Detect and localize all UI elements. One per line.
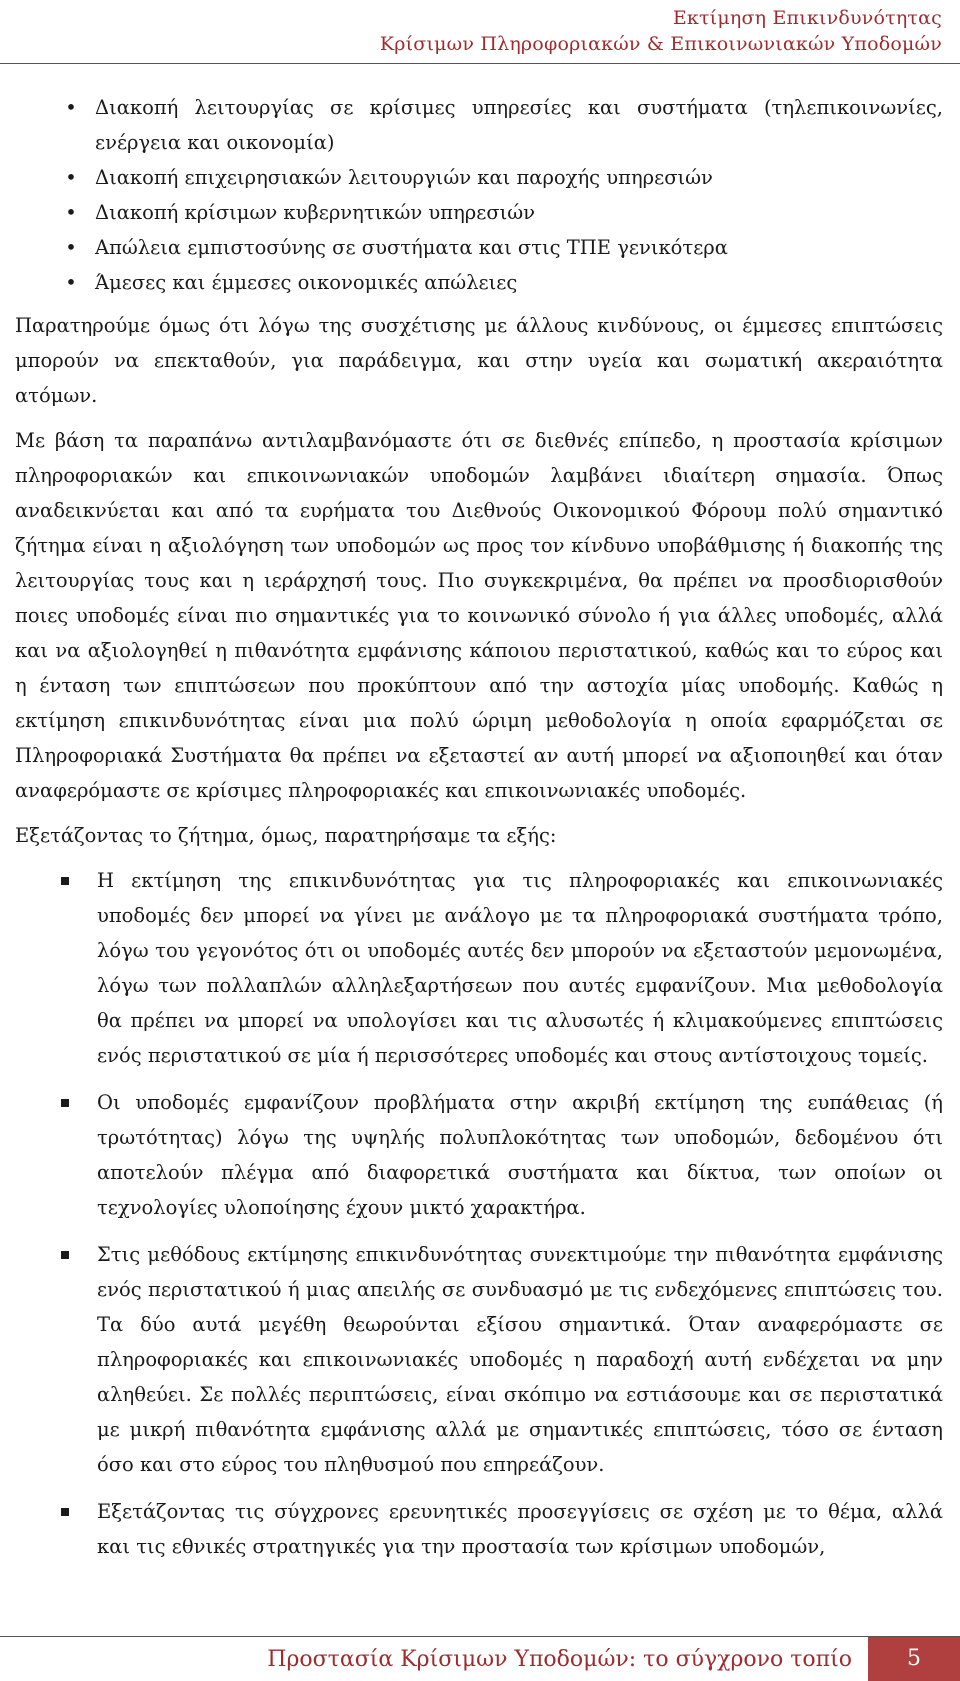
list-item — [15, 160, 943, 195]
header-divider — [0, 63, 960, 64]
bullet-square-icon — [61, 877, 69, 885]
paragraph: Εξετάζοντας το ζήτημα, όμως, παρατηρήσαμε τα εξής: — [15, 824, 557, 847]
list-item-text: Οι υποδομές εμφανίζουν προβλήματα στην ακριβή εκτίμηση της ευπάθειας (ή τρωτότητας) λόγω της υψηλής πολυπλοκότητας των υποδομών, δεδομένου ότι αποτελούν πλέγμα από διαφορετικά συστήματα και δίκτυα, των οποίων οι τεχνολογίες υλοποίησης έχουν μικτό χαρακτήρα. — [97, 1091, 943, 1219]
bullet-square-icon — [61, 1099, 69, 1107]
list-item — [15, 90, 943, 160]
paragraph: Παρατηρούμε όμως ότι λόγω της συσχέτισης με άλλους κινδύνους, οι έμμεσες επιπτώσεις μπορούν να επεκταθούν, για παράδειγμα, και στην υγεία και σωματική ακεραιότητα ατόμων. — [15, 314, 943, 407]
list-item-text: Διακοπή λειτουργίας σε κρίσιμες υπηρεσίες και συστήματα (τηλεπικοινωνίες, ενέργεια και οικονομία) — [95, 96, 943, 154]
list-item-text: Απώλεια εμπιστοσύνης σε συστήματα και στις ΤΠΕ γενικότερα — [95, 236, 728, 259]
bullet-dot-icon: • — [65, 96, 77, 119]
list-item-text: Άμεσες και έμμεσες οικονομικές απώλειες — [95, 271, 518, 294]
list-item-text: Διακοπή επιχειρησιακών λειτουργιών και παροχής υπηρεσιών — [95, 166, 713, 189]
list-item — [15, 265, 943, 300]
list-item — [15, 1494, 943, 1564]
header-title-line-2: Κρίσιμων Πληροφοριακών & Επικοινωνιακών Υποδομών — [379, 33, 942, 55]
bullet-square-icon — [61, 1508, 69, 1516]
list-item — [15, 1237, 943, 1482]
list-item — [15, 863, 943, 1073]
list-item-text: Στις μεθόδους εκτίμησης επικινδυνότητας συνεκτιμούμε την πιθανότητα εμφάνισης ενός περιστατικού ή μιας απειλής σε συνδυασμό με τις ενδεχόμενες επιπτώσεις του. Τα δύο αυτά μεγέθη θεωρούνται εξίσου σημαντικά. Όταν αναφερόμαστε σε πληροφοριακές και επικοινωνιακές υποδομές η παραδοχή αυτή ενδέχεται να μην αληθεύει. Σε πολλές περιπτώσεις, είναι σκόπιμο να εστιάσουμε και σε περιστατικά με μικρή πιθανότητα εμφάνισης αλλά με σημαντικές επιπτώσεις, τόσο σε ένταση όσο και στο εύρος του πληθυσμού που επηρεάζουν. — [97, 1243, 943, 1476]
page-header — [0, 0, 960, 64]
list-item — [15, 1085, 943, 1225]
paragraph: Με βάση τα παραπάνω αντιλαμβανόμαστε ότι σε διεθνές επίπεδο, η προστασία κρίσιμων πληροφοριακών και επικοινωνιακών υποδομών λαμβάνει ιδιαίτερη σημασία. Όπως αναδεικνύεται και από τα ευρήματα του Διεθνούς Οικονομικού Φόρουμ πολύ σημαντικό ζήτημα είναι η αξιολόγηση των υποδομών ως προς τον κίνδυνο υποβάθμισης ή διακοπής της λειτουργίας τους και η ιεράρχησή τους. Πιο συγκεκριμένα, θα πρέπει να προσδιορισθούν ποιες υποδομές είναι πιο σημαντικές για το κοινωνικό σύνολο ή για άλλες υποδομές, αλλά και να αξιολογηθεί η πιθανότητα εμφάνισης κάποιου περιστατικού, καθώς και το εύρος και η ένταση των επιπτώσεων που προκύπτουν από την αστοχία μίας υποδομής. Καθώς η εκτίμηση επικινδυνότητας είναι μια πολύ ώριμη μεθοδολογία η οποία εφαρμόζεται σε Πληροφοριακά Συστήματα θα πρέπει να εξεταστεί αν αυτή μπορεί να αξιοποιηθεί και όταν αναφερόμαστε σε κρίσιμες πληροφοριακές και επικοινωνιακές υποδομές. — [15, 429, 943, 802]
bullet-dot-icon: • — [65, 271, 77, 294]
bullet-dot-icon: • — [65, 166, 77, 189]
list-item-text: Διακοπή κρίσιμων κυβερνητικών υπηρεσιών — [95, 201, 536, 224]
list-item — [15, 230, 943, 265]
list-item-text: Εξετάζοντας τις σύγχρονες ερευνητικές προσεγγίσεις σε σχέση με το θέμα, αλλά και τις εθνικές στρατηγικές για την προστασία των κρίσιμων υποδομών, — [97, 1500, 943, 1558]
list-item-text: Η εκτίμηση της επικινδυνότητας για τις πληροφοριακές και επικοινωνιακές υποδομές δεν μπορεί να γίνει με ανάλογο με τα πληροφοριακά συστήματα τρόπο, λόγω του γεγονότος ότι οι υποδομές αυτές δεν μπορούν να εξεταστούν μεμονωμένα, λόγω των πολλαπλών αλληλεξαρτήσεων που αυτές εμφανίζουν. Μια μεθοδολογία θα πρέπει να μπορεί να υπολογίσει και τις αλυσωτές ή κλιμακούμενες επιπτώσεις ενός περιστατικού σε μία ή περισσότερες υποδομές και στους αντίστοιχους τομείς. — [97, 869, 943, 1067]
page-number: 5 — [868, 1637, 960, 1681]
footer-divider — [0, 1636, 960, 1637]
footer-title: Προστασία Κρίσιμων Υποδομών: το σύγχρονο τοπίο — [267, 1647, 852, 1672]
list-item — [15, 195, 943, 230]
observations-bullet-list — [15, 863, 943, 1564]
bullet-dot-icon: • — [65, 201, 77, 224]
page-body — [15, 90, 943, 1576]
bullet-square-icon — [61, 1251, 69, 1259]
header-title-line-1: Εκτίμηση Επικινδυνότητας — [672, 7, 942, 29]
impact-bullet-list — [15, 90, 943, 300]
bullet-dot-icon: • — [65, 236, 77, 259]
page-footer — [0, 1632, 960, 1681]
